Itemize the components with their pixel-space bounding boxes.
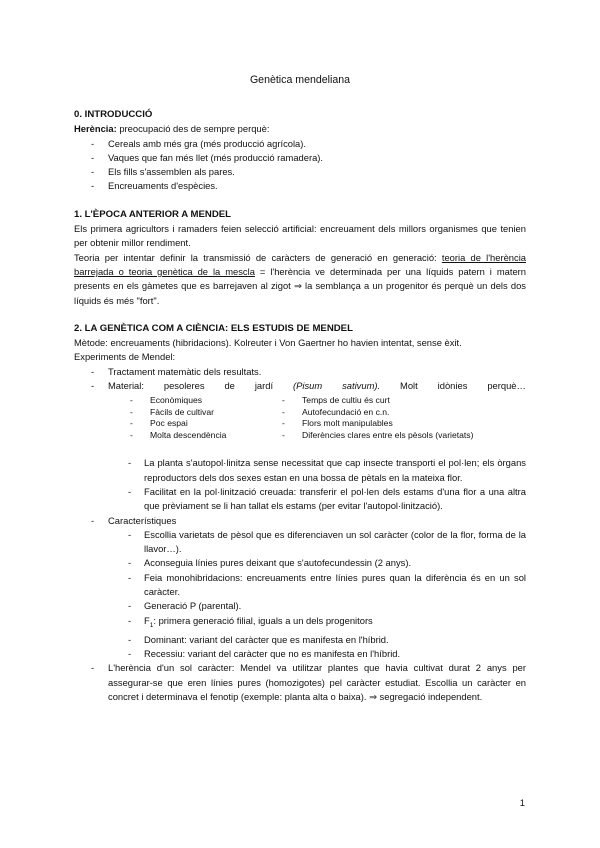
herencia-list: [74, 661, 526, 704]
word: pesoleres: [163, 380, 205, 392]
paragraph: Els primera agricultors i ramaders feien selecció artificial: encreuament dels millors organismes que tenien per obtenir millor rendiment.: [74, 223, 526, 249]
properties-column-2: [280, 395, 473, 441]
document-content: [74, 108, 526, 704]
word: sativum).: [342, 380, 381, 392]
list-item: - Flors molt manipulables: [280, 418, 473, 430]
list-item: - Facilitat en la pol·linització creuada: transferir el pol·len dels estams d'una flor a una altra que prèviament se li han tallat els estams (per evitar l'autopol·linització).: [74, 485, 526, 514]
list-item: - Cereals amb més gra (més producció agrícola).: [74, 137, 526, 151]
list-item: - Fàcils de cultivar: [128, 407, 226, 419]
list-item: - La planta s'autopol·linitza sense necessitat que cap insecte transporti el pol·len; els òrgans reproductors dels dos sexes estan en una bossa de pètals en la mateixa flor.: [74, 456, 526, 485]
herencia-term: Herència:: [74, 123, 117, 135]
list-item-caracteristiques: [74, 514, 526, 528]
paragraph-text: Teoria per intentar definir la transmissió de caràcters de generació en generació:: [74, 251, 442, 263]
list-item: - Els fills s'assemblen als pares.: [74, 165, 526, 179]
paragraph: Mètode: encreuaments (hibridacions). Kolreuter i Von Gaertner ho havien intentat, sense èxit.: [74, 337, 462, 349]
section-heading-genetica-ciencia: 2. LA GENÈTICA COM A CIÈNCIA: ELS ESTUDIS DE MENDEL: [74, 322, 353, 334]
list-item: - Temps de cultiu és curt: [280, 395, 473, 407]
section-heading-epoca-anterior: 1. L'ÈPOCA ANTERIOR A MENDEL: [74, 208, 232, 220]
page-number: 1: [519, 797, 525, 808]
list-item: - Poc espai: [128, 418, 226, 430]
paragraph-text: = l'herència ve determinada per una líquids patern i matern presents en els gàmetes que es barrejaven al zigot ⇒ la semblança a un progenitor és perquè un dels dos líquids és més "fort".: [74, 265, 526, 306]
paragraph: Experiments de Mendel:: [74, 351, 176, 363]
list-item: - Dominant: variant del caràcter que es manifesta en l'híbrid.: [74, 633, 526, 647]
list-item: - Feia monohibridacions: encreuaments entre línies pures quan la diferència és en un sol caràcter.: [74, 571, 526, 600]
list-item: - Generació P (parental).: [74, 599, 526, 613]
paragraph: [74, 251, 526, 308]
characteristics-sublist: [74, 528, 526, 662]
list-item: - Encreuaments d'espècies.: [74, 179, 526, 193]
list-item: - Aconseguia línies pures deixant que s'autofecundessin (2 anys).: [74, 556, 526, 570]
intro-list: [74, 137, 526, 194]
word: (Pisum: [292, 380, 323, 392]
herencia-text: preocupació des de sempre perquè:: [116, 123, 270, 135]
list-item: - Tractament matemàtic dels resultats.: [74, 365, 526, 379]
underlined-term: teoria de l'herència barrejada o teoria genètica de la mescla: [74, 251, 526, 277]
list-item: - Molta descendència: [128, 430, 226, 442]
f1-label: F: [144, 614, 150, 626]
pollination-list: [74, 456, 526, 513]
document-title: Genètica mendeliana: [249, 74, 351, 86]
f1-text: : primera generació filial, iguals a un dels progenitors: [153, 614, 373, 626]
word: - Material:: [108, 380, 144, 392]
list-item-label: Característiques: [108, 514, 177, 526]
herencia-definition: [74, 122, 526, 136]
list-item-f1: [74, 614, 526, 633]
list-item: - L'herència d'un sol caràcter: Mendel va utilitzar plantes que havia cultivat durat 2 anys per assegurar-se que eren línies pures (homozigotes) pel caràcter estudiat. Escollia un caràcter en concret i determinava el fenotip (exemple: planta alta o baixa). ⇒ segregació independent.: [74, 661, 526, 704]
material-line: [108, 379, 526, 393]
word: Molt: [400, 380, 418, 392]
list-item: - Econòmiques: [128, 395, 226, 407]
section-heading-introduccio: 0. INTRODUCCIÓ: [74, 109, 153, 120]
list-item: - Autofecundació en c.n.: [280, 407, 473, 419]
list-item-material: [74, 379, 526, 393]
word: de: [224, 380, 235, 392]
characteristics-list: [74, 514, 526, 528]
list-item: - Escollia varietats de pèsol que es diferenciaven un sol caràcter (color de la flor, forma de la llavor…).: [74, 528, 526, 557]
word: idònies: [437, 380, 468, 392]
f1-subscript: 1: [149, 621, 154, 629]
word: perquè…: [487, 380, 526, 392]
properties-column-1: [128, 395, 226, 441]
material-properties: [74, 395, 526, 452]
experiments-list: [74, 365, 526, 394]
list-item: - Vaques que fan més llet (més producció ramadera).: [74, 151, 526, 165]
word: jardí: [254, 380, 274, 392]
list-item: - Diferències clares entre els pèsols (varietats): [280, 430, 473, 442]
list-item: - Recessiu: variant del caràcter que no es manifesta en l'híbrid.: [74, 647, 526, 661]
